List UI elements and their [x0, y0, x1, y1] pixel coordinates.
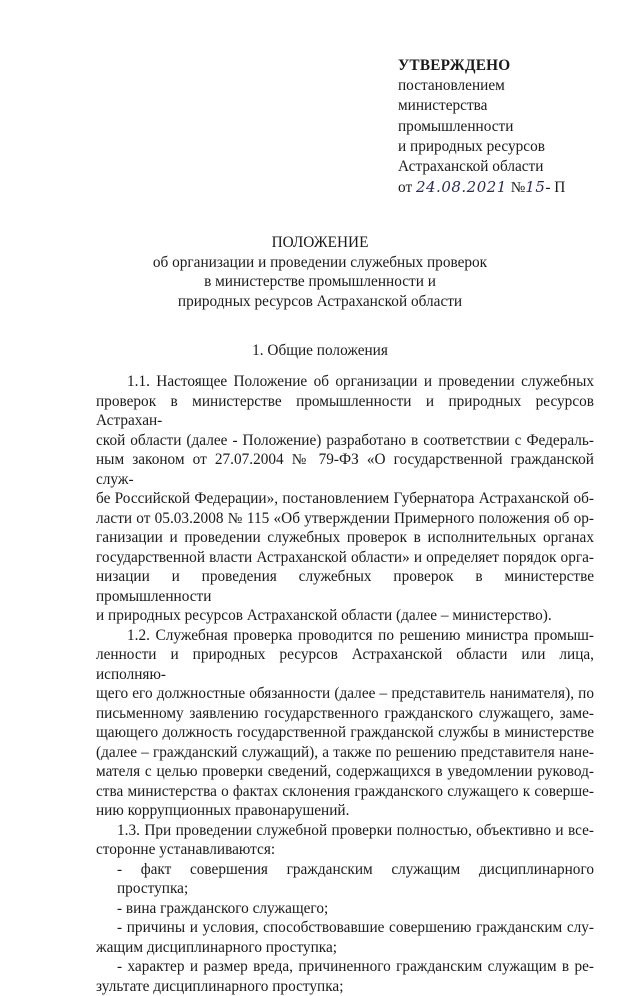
paragraph-line: ства министерства о фактах склонения гражданского служащего к соверше-: [96, 782, 594, 802]
approval-line: Астраханской области: [398, 157, 628, 177]
paragraph-line: 1.3. При проведении служебной проверки полностью, объективно и все-: [96, 821, 594, 841]
list-item: - причины и условия, способствовавшие совершению гражданским слу-: [96, 918, 594, 938]
list-item: - факт совершения гражданским служащим дисциплинарного проступка;: [96, 860, 594, 899]
paragraph-line: сторонне устанавливаются:: [96, 840, 594, 860]
paragraph-line: ласти от 05.03.2008 № 115 «Об утверждении Примерного положения об ор-: [96, 509, 594, 529]
number-prefix: №: [511, 179, 526, 196]
date-prefix: от: [398, 179, 412, 196]
paragraph-line: нию коррупционных правонарушений.: [96, 801, 594, 821]
title-main: ПОЛОЖЕНИЕ: [0, 233, 640, 253]
list-item-continuation: зультате дисциплинарного проступка;: [96, 977, 594, 996]
body-text: [96, 372, 594, 996]
document-title: [0, 233, 640, 311]
paragraph-line: письменному заявлению государственного гражданского служащего, заме-: [96, 704, 594, 724]
list-item: - вина гражданского служащего;: [96, 899, 594, 919]
approval-block: [398, 56, 628, 198]
handwritten-number: 15: [525, 178, 545, 196]
approval-line: постановлением: [398, 76, 628, 96]
paragraph-line: мателя с целью проверки сведений, содержащихся в уведомлении руковод-: [96, 762, 594, 782]
paragraph-line: 1.1. Настоящее Положение об организации и проведении служебных: [96, 372, 594, 392]
approval-line: и природных ресурсов: [398, 137, 628, 157]
approval-date-line: [398, 177, 628, 198]
paragraph-line: проверок в министерстве промышленности и природных ресурсов Астрахан-: [96, 392, 594, 431]
paragraph-line: 1.2. Служебная проверка проводится по решению министра промыш-: [96, 626, 594, 646]
approval-line: промышленности: [398, 117, 628, 137]
paragraph-line: ленности и природных ресурсов Астраханской области или лица, исполняю-: [96, 645, 594, 684]
paragraph-line: бе Российской Федерации», постановлением Губернатора Астраханской об-: [96, 489, 594, 509]
paragraph-line: (далее – гражданский служащий), а также по решению представителя нане-: [96, 743, 594, 763]
list-item: - характер и размер вреда, причиненного гражданским служащим в ре-: [96, 957, 594, 977]
handwritten-date: 24.08.2021: [416, 178, 507, 196]
paragraph-line: ным законом от 27.07.2004 № 79-ФЗ «О государственной гражданской служ-: [96, 450, 594, 489]
number-suffix: - П: [545, 179, 565, 196]
paragraph-line: ганизации и проведении служебных проверок в исполнительных органах: [96, 528, 594, 548]
title-line: об организации и проведении служебных проверок: [0, 253, 640, 273]
list-item-continuation: жащим дисциплинарного проступка;: [96, 938, 594, 958]
approval-heading: УТВЕРЖДЕНО: [398, 56, 628, 76]
approval-line: министерства: [398, 96, 628, 116]
paragraph-line: ской области (далее - Положение) разработано в соответствии с Федераль-: [96, 431, 594, 451]
section-heading: 1. Общие положения: [0, 341, 640, 361]
title-line: в министерстве промышленности и: [0, 272, 640, 292]
paragraph-line: и природных ресурсов Астраханской области (далее – министерство).: [96, 606, 594, 626]
paragraph-line: щающего должность государственной гражданской службы в министерстве: [96, 723, 594, 743]
title-line: природных ресурсов Астраханской области: [0, 292, 640, 312]
paragraph-line: государственной власти Астраханской области» и определяет порядок орга-: [96, 548, 594, 568]
paragraph-line: щего его должностные обязанности (далее – представитель нанимателя), по: [96, 684, 594, 704]
paragraph-line: низации и проведения служебных проверок в министерстве промышленности: [96, 567, 594, 606]
